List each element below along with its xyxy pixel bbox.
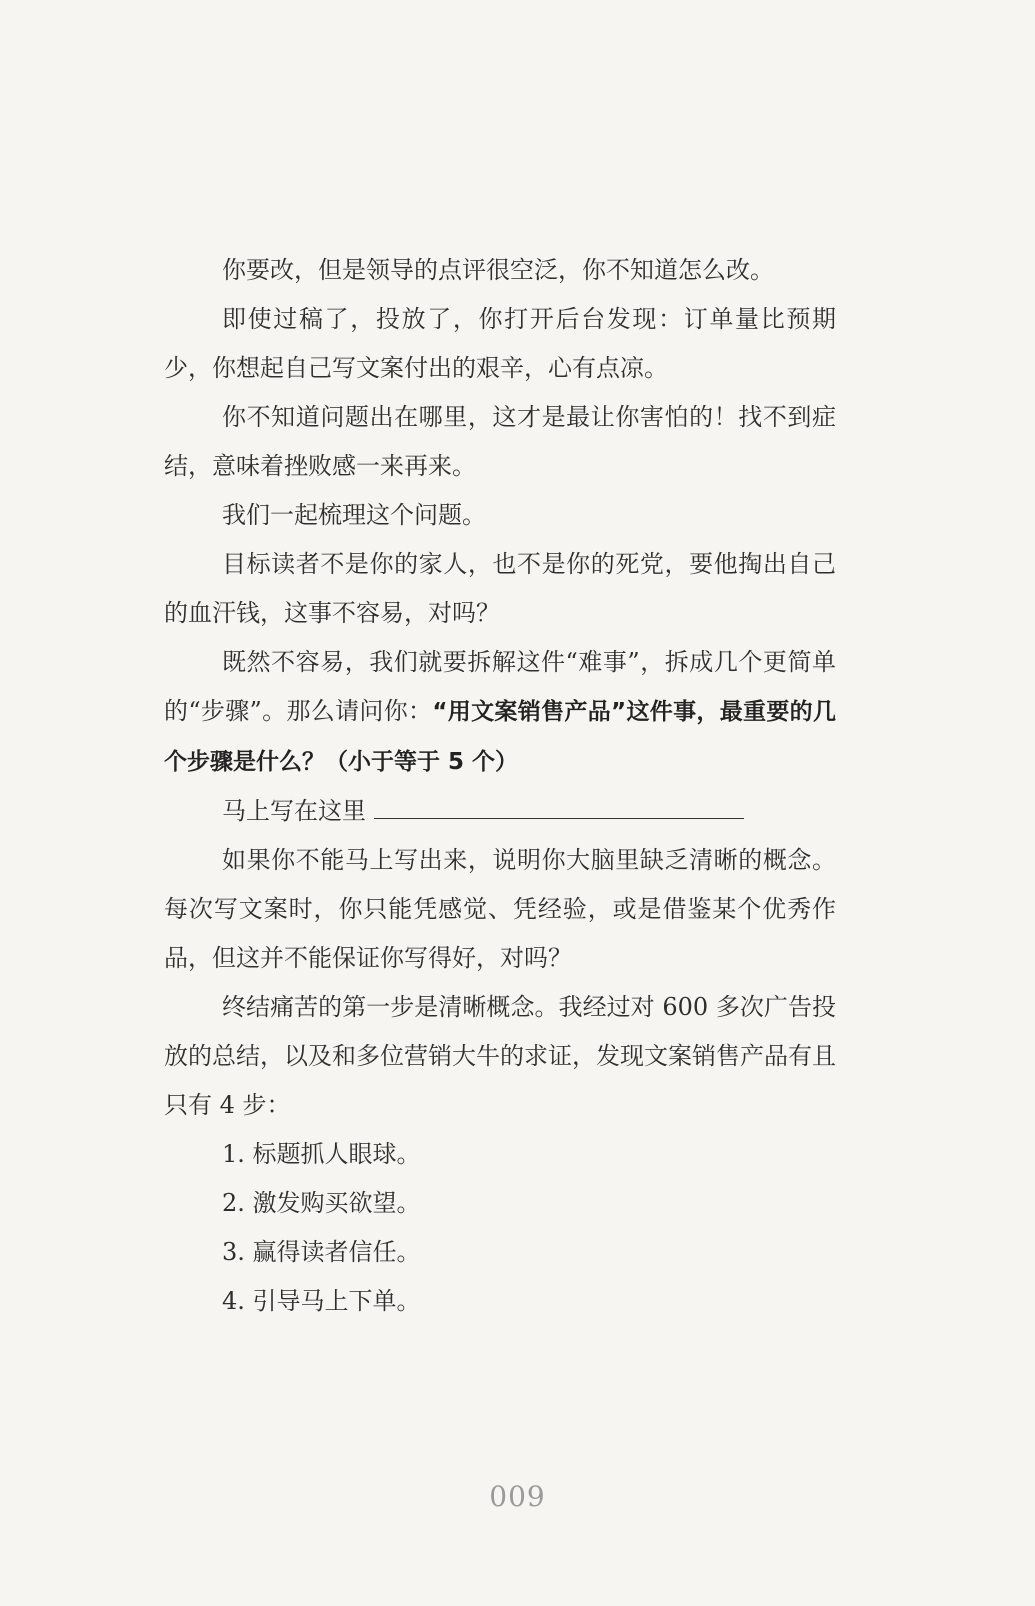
paragraph: 我们一起梳理这个问题。 (222, 501, 486, 529)
page-number: 009 (489, 1480, 546, 1513)
step-item: 1. 标题抓人眼球。 (222, 1140, 421, 1168)
paragraph: 目标读者不是你的家人，也不是你的死党，要他掏出自己的血汗钱，这事不容易，对吗？ (164, 550, 836, 627)
paragraph: 即使过稿了，投放了，你打开后台发现：订单量比预期少，你想起自己写文案付出的艰辛，心有点凉。 (164, 305, 836, 382)
paragraph: 你要改，但是领导的点评很空泛，你不知道怎么改。 (222, 256, 774, 284)
paragraph: 如果你不能马上写出来，说明你大脑里缺乏清晰的概念。每次写文案时，你只能凭感觉、凭经验，或是借鉴某个优秀作品，但这并不能保证你写得好，对吗？ (164, 846, 836, 972)
write-here-label: 马上写在这里 (222, 797, 366, 825)
write-here-line (164, 787, 836, 836)
body-text (164, 246, 836, 1326)
step-item: 2. 激发购买欲望。 (222, 1189, 421, 1217)
step-item: 4. 引导马上下单。 (222, 1287, 421, 1315)
paragraph: 你不知道问题出在哪里，这才是最让你害怕的！找不到症结，意味着挫败感一来再来。 (164, 403, 836, 480)
question-lead: 既然不容易，我们就要拆解这件“难事”，拆成几个更简单的“步骤”。那么请问你： (164, 648, 836, 725)
answer-blank (374, 802, 744, 819)
question-paragraph (164, 638, 836, 787)
paragraph: 终结痛苦的第一步是清晰概念。我经过对 600 多次广告投放的总结，以及和多位营销大牛的求证，发现文案销售产品有且只有 4 步： (164, 993, 836, 1119)
question-bold: “用文案销售产品”这件事，最重要的几个步骤是什么？（小于等于 5 个） (164, 699, 836, 775)
step-item: 3. 赢得读者信任。 (222, 1238, 421, 1266)
